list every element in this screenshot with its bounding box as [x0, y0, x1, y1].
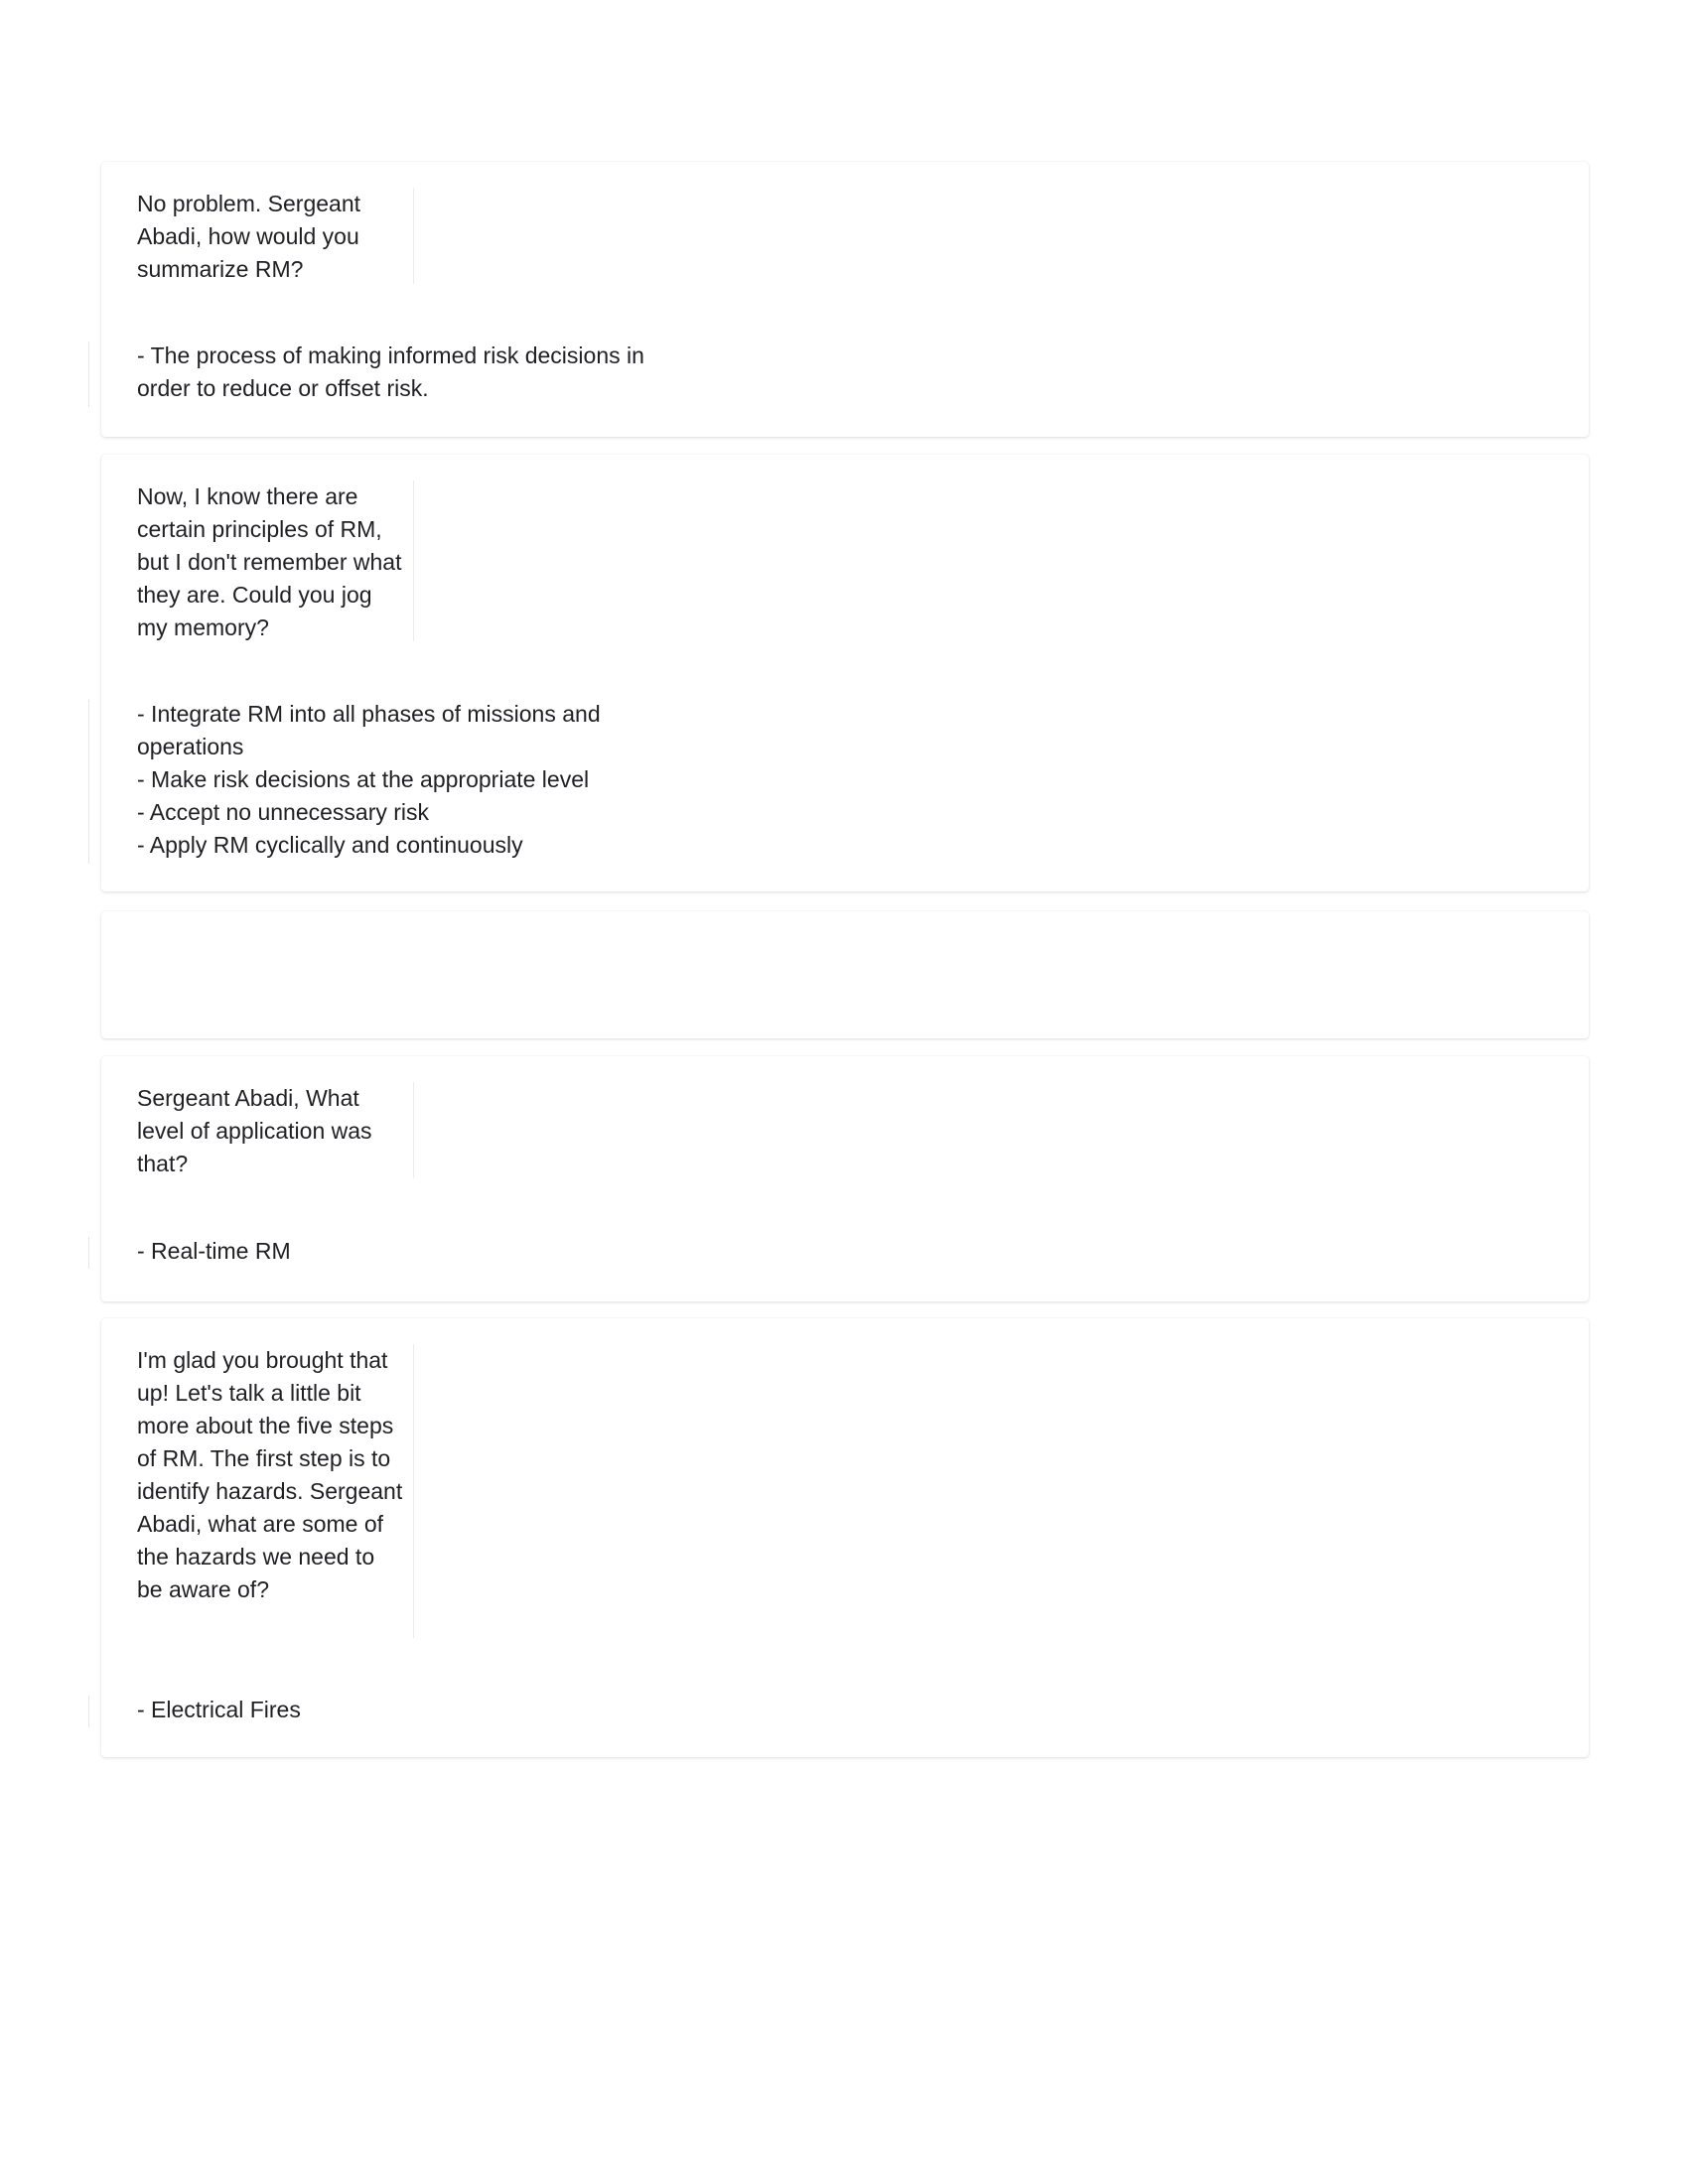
flashcard [101, 455, 1589, 891]
flashcard [101, 1056, 1589, 1301]
card-prompt: I'm glad you brought that up! Let's talk a little bit more about the five steps of RM. The first step is to identify hazards. Sergeant Abadi, what are some of the hazards we need to be aware of? [137, 1344, 414, 1638]
card-answer: - Electrical Fires [137, 1697, 301, 1722]
answer-divider [88, 341, 89, 407]
card-prompt: Now, I know there are certain principles of RM, but I don't remember what they are. Could you jog my memory? [137, 480, 414, 641]
flashcard [101, 162, 1589, 437]
answer-divider [88, 1237, 89, 1269]
card-answer: - Real-time RM [137, 1238, 291, 1264]
answer-divider [88, 1696, 89, 1727]
card-answer: - The process of making informed risk decisions in order to reduce or offset risk. [137, 342, 644, 401]
card-answer: - Integrate RM into all phases of missions and operations - Make risk decisions at the appropriate level - Accept no unnecessary risk - Apply RM cyclically and continuously [137, 701, 601, 858]
card-prompt: Sergeant Abadi, What level of application was that? [137, 1082, 414, 1178]
answer-divider [88, 700, 89, 864]
card-prompt: No problem. Sergeant Abadi, how would you summarize RM? [137, 188, 414, 284]
flashcard [101, 1318, 1589, 1757]
flashcard-empty [101, 911, 1589, 1038]
